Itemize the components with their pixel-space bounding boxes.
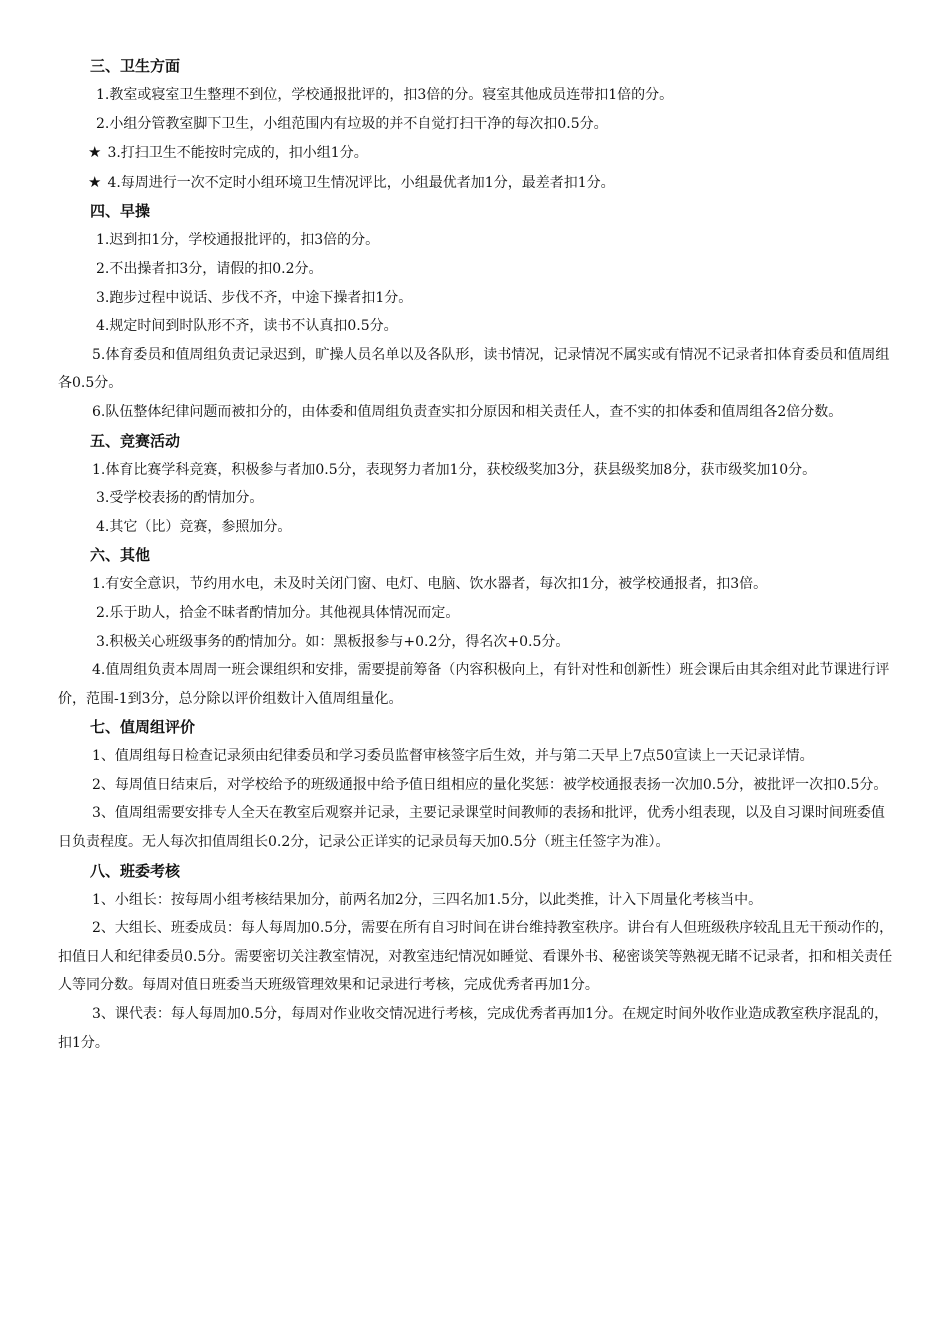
rule-item: 3.跑步过程中说话、步伐不齐，中途下操者扣1分。 xyxy=(96,289,413,306)
rule-item: 4.值周组负责本周周一班会课组织和安排，需要提前筹备（内容积极向上，有针对性和创新性）班会课后由其余组对此节课进行评价，范围-1到3分，总分除以评价组数计入值周组量化。 xyxy=(58,662,890,707)
rule-item: 3、值周组需要安排专人全天在教室后观察并记录，主要记录课堂时间教师的表扬和批评，优秀小组表现，以及自习课时间班委值日负责程度。无人每次扣值周组长0.2分，记录公正详实的记录员每天加0.5分（班主任签字为准）。 xyxy=(58,805,885,851)
rule-item: 6.队伍整体纪律问题而被扣分的，由体委和值周组负责查实扣分原因和相关责任人，查不实的扣体委和值周组各2倍分数。 xyxy=(92,403,843,420)
section-title: 五、竞赛活动 xyxy=(90,431,181,450)
section-competitions xyxy=(58,427,894,542)
section-title: 三、卫生方面 xyxy=(90,57,181,75)
rule-item: 4.规定时间到时队形不齐，读书不认真扣0.5分。 xyxy=(96,318,398,335)
rule-item: 2、大组长、班委成员：每人每周加0.5分，需要在所有自习时间在讲台维持教室秩序。讲台有人但班级秩序较乱且无干预动作的，扣值日人和纪律委员0.5分。需要密切关注教室情况，对教室违纪情况如睡觉、看课外书、秘密谈笑等熟视无睹不记录者，扣和相关责任人等同分数。每周对值日班委当天班级管理效果和记录进行考核，完成优秀者再加1分。 xyxy=(58,920,894,994)
document-page xyxy=(58,52,894,1057)
rule-item: 1.教室或寝室卫生整理不到位，学校通报批评的，扣3倍的分。寝室其他成员连带扣1倍的分。 xyxy=(96,87,674,103)
rule-item-starred xyxy=(58,168,894,198)
rule-item: 1.体育比赛学科竞赛，积极参与者加0.5分，表现努力者加1分，获校级奖加3分，获县级奖加8分，获市级奖加10分。 xyxy=(92,461,817,478)
rule-item: 1、值周组每日检查记录须由纪律委员和学习委员监督审核签字后生效，并与第二天早上7点50宣读上一天记录详情。 xyxy=(92,748,814,765)
rule-item: 2.小组分管教室脚下卫生，小组范围内有垃圾的并不自觉打扫干净的每次扣0.5分。 xyxy=(96,115,608,132)
section-hygiene xyxy=(58,52,894,197)
rule-item: 3、课代表：每人每周加0.5分，每周对作业收交情况进行考核，完成优秀者再加1分。在规定时间外收作业造成教室秩序混乱的，扣1分。 xyxy=(58,1006,889,1051)
rule-item: 3.积极关心班级事务的酌情加分。如：黑板报参与+0.2分，得名次+0.5分。 xyxy=(96,633,570,650)
section-duty-group-evaluation xyxy=(58,713,894,856)
rule-item: 1.有安全意识，节约用水电，未及时关闭门窗、电灯、电脑、饮水器者，每次扣1分，被学校通报者，扣3倍。 xyxy=(92,576,768,593)
rule-text: 3.打扫卫生不能按时完成的，扣小组1分。 xyxy=(107,145,368,162)
section-morning-exercise xyxy=(58,197,894,426)
rule-item: 2、每周值日结束后，对学校给予的班级通报中给予值日组相应的量化奖惩：被学校通报表扬一次加0.5分，被批评一次扣0.5分。 xyxy=(92,776,888,793)
section-committee-assessment xyxy=(58,857,894,1058)
rule-item: 5.体育委员和值周组负责记录迟到，旷操人员名单以及各队形，读书情况，记录情况不属实或有情况不记录者扣体育委员和值周组各0.5分。 xyxy=(58,346,890,392)
rule-text: 4.每周进行一次不定时小组环境卫生情况评比，小组最优者加1分，最差者扣1分。 xyxy=(107,174,615,191)
section-other xyxy=(58,541,894,713)
rule-item: 4.其它（比）竞赛，参照加分。 xyxy=(96,518,292,535)
section-title: 七、值周组评价 xyxy=(90,718,196,737)
rule-item: 2.不出操者扣3分，请假的扣0.2分。 xyxy=(96,260,323,277)
rule-item: 3.受学校表扬的酌情加分。 xyxy=(96,490,264,507)
section-title: 六、其他 xyxy=(90,546,151,565)
rule-item: 2.乐于助人，拾金不昧者酌情加分。其他视具体情况而定。 xyxy=(96,604,460,621)
rule-item: 1.迟到扣1分，学校通报批评的，扣3倍的分。 xyxy=(96,232,380,249)
section-title: 八、班委考核 xyxy=(90,861,181,880)
star-icon: ★ xyxy=(88,143,102,162)
star-icon: ★ xyxy=(88,172,102,191)
rule-item: 1、小组长：按每周小组考核结果加分，前两名加2分，三四名加1.5分，以此类推，计入下周量化考核当中。 xyxy=(92,891,763,908)
rule-item-starred xyxy=(58,138,894,168)
section-title: 四、早操 xyxy=(90,202,151,221)
